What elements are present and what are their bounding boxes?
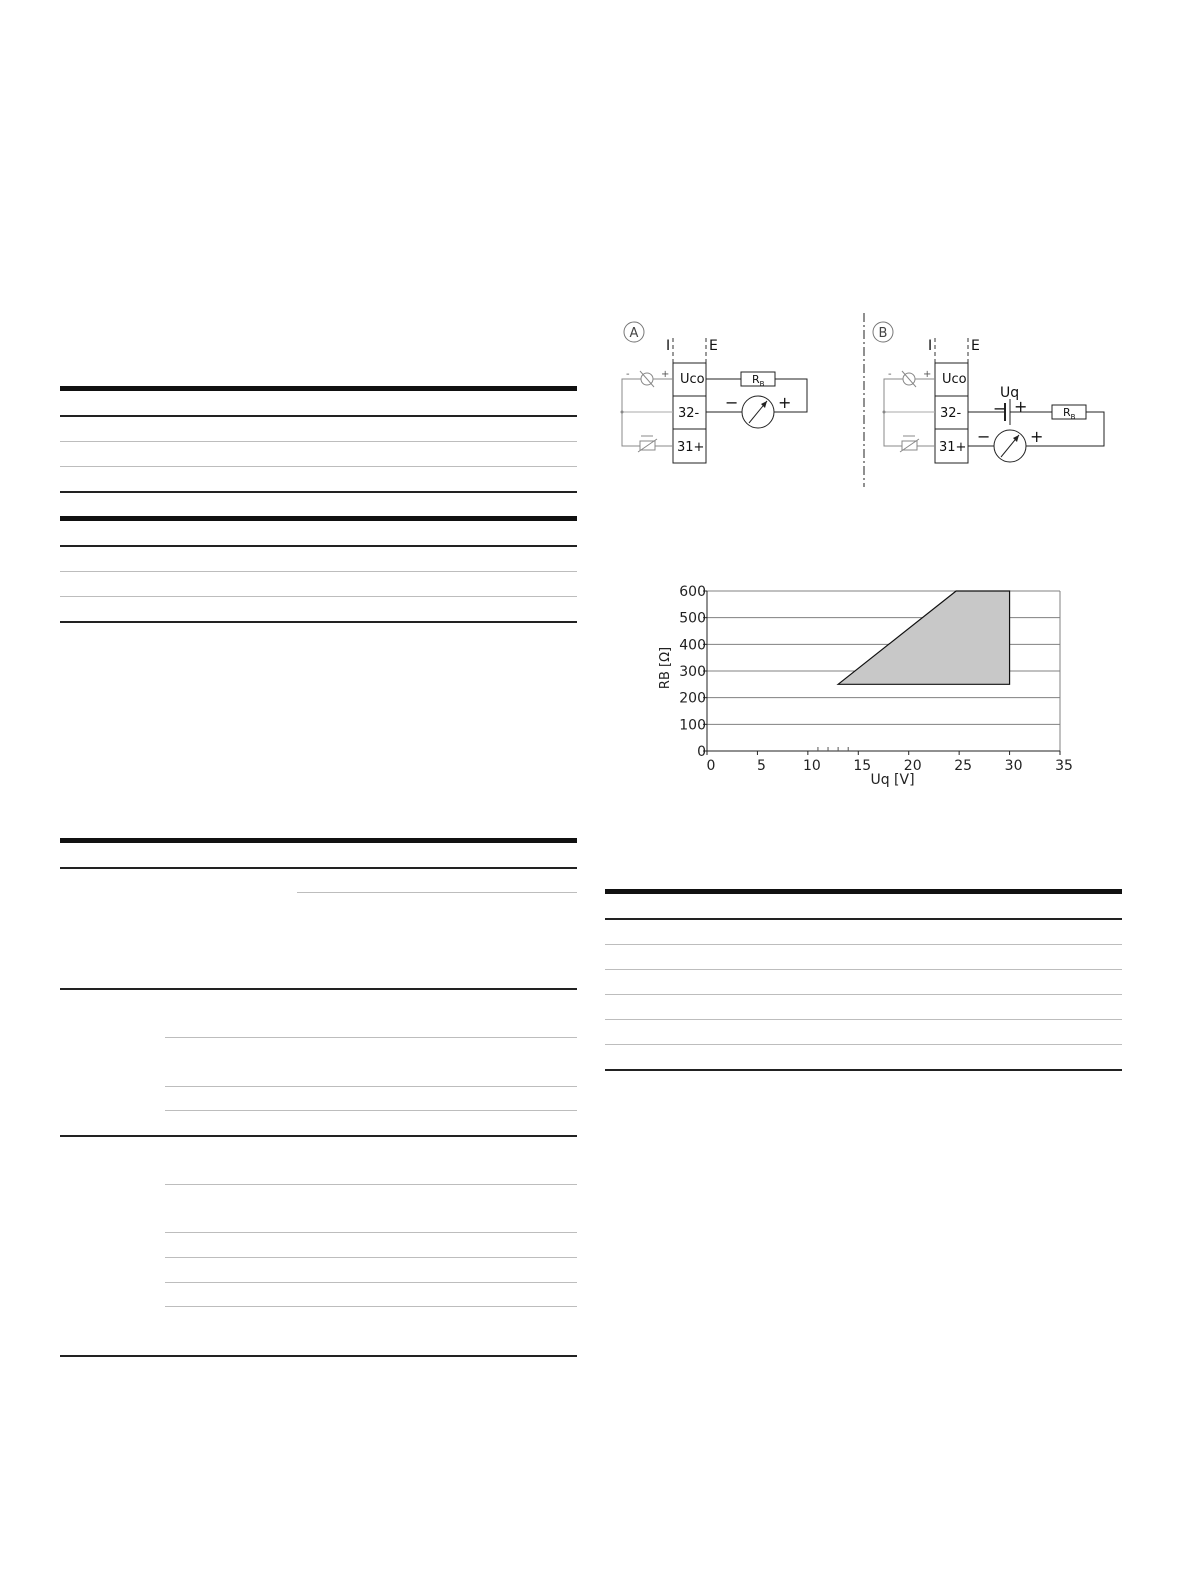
table-1-top-rule <box>60 386 577 391</box>
x-tick-label: 0 <box>706 758 716 774</box>
y-tick-label: 0 <box>697 744 706 760</box>
table-4-row-rule <box>605 944 1122 945</box>
side-label-e: E <box>709 338 718 354</box>
table-4-row-rule <box>605 1019 1122 1020</box>
marker-a: A <box>629 326 639 341</box>
table-4-row-rule <box>605 969 1122 970</box>
table-3-bottom-rule <box>60 1355 577 1357</box>
terminal-32: 32- <box>678 406 700 421</box>
y-tick-label: 300 <box>679 664 706 680</box>
x-tick-label: 20 <box>903 758 922 774</box>
junction-dot <box>621 411 624 414</box>
side-label-i: I <box>928 338 933 354</box>
table-1-header-rule <box>60 415 577 417</box>
diagram-a <box>621 322 808 463</box>
table-1-row-rule <box>60 466 577 467</box>
meter-plus: + <box>778 393 792 412</box>
junction-dot <box>883 411 886 414</box>
meter-minus: − <box>977 427 991 446</box>
table-2-top-rule <box>60 516 577 521</box>
table-3-row-rule <box>297 892 577 893</box>
table-3-row-rule <box>165 1110 577 1111</box>
terminal-uco: Uco <box>942 372 967 387</box>
y-axis-label: RB [Ω] <box>658 646 673 690</box>
table-3-header-rule <box>60 867 577 869</box>
table-4-row-rule <box>605 1044 1122 1045</box>
resistor-label: $R_B$ <box>1063 406 1076 421</box>
table-3-row-rule <box>165 1037 577 1038</box>
side-label-e: E <box>971 338 980 354</box>
x-tick-label: 25 <box>954 758 973 774</box>
y-tick-label: 200 <box>679 690 706 707</box>
table-4-top-rule <box>605 889 1122 894</box>
table-3-group-rule <box>60 988 577 990</box>
terminal-uco: Uco <box>680 372 705 387</box>
supply-label-uq: Uq <box>1000 385 1020 401</box>
side-label-i: I <box>666 338 671 354</box>
table-2-row-rule <box>60 571 577 572</box>
sensor-plus: + <box>923 369 932 380</box>
x-axis-label: Uq [V] <box>870 772 915 788</box>
x-tick-label: 15 <box>853 758 872 774</box>
table-4-bottom-rule <box>605 1069 1122 1071</box>
y-tick-label: 100 <box>679 717 706 734</box>
y-tick-label: 400 <box>679 637 706 654</box>
table-3-row-rule <box>165 1232 577 1233</box>
wiring-diagrams <box>600 305 1120 495</box>
resistor-label: $R_B$ <box>752 373 765 388</box>
sensor-plus: + <box>661 369 670 380</box>
table-2-bottom-rule <box>60 621 577 623</box>
table-3-group-rule <box>60 1135 577 1137</box>
supply-minus: − <box>993 399 1007 418</box>
table-4-header-rule <box>605 918 1122 920</box>
terminal-32: 32- <box>940 406 962 421</box>
marker-b: B <box>878 326 888 341</box>
y-tick-label: 500 <box>679 610 706 627</box>
y-tick-label: 600 <box>679 584 706 600</box>
table-3-row-rule <box>165 1306 577 1307</box>
terminal-31: 31+ <box>677 440 705 455</box>
table-3-top-rule <box>60 838 577 843</box>
table-3-row-rule <box>165 1257 577 1258</box>
table-3-row-rule <box>165 1086 577 1087</box>
supply-plus: + <box>1014 397 1028 416</box>
table-4-row-rule <box>605 994 1122 995</box>
load-chart <box>650 578 1080 793</box>
terminal-31: 31+ <box>939 440 967 455</box>
table-1-row-rule <box>60 441 577 442</box>
x-tick-label: 30 <box>1004 758 1023 774</box>
table-1-bottom-rule <box>60 491 577 493</box>
table-2-row-rule <box>60 596 577 597</box>
sensor-minus: - <box>888 369 892 380</box>
sensor-minus: - <box>626 369 630 380</box>
table-3-row-rule <box>165 1282 577 1283</box>
diagram-b <box>873 322 1104 463</box>
meter-minus: − <box>725 393 739 412</box>
x-tick-label: 10 <box>802 758 821 774</box>
x-tick-label: 5 <box>756 758 766 774</box>
operating-region <box>838 591 1009 684</box>
meter-plus: + <box>1030 427 1044 446</box>
x-tick-label: 35 <box>1055 758 1073 774</box>
table-2-header-rule <box>60 545 577 547</box>
y-axis-ticks <box>679 584 707 760</box>
table-3-row-rule <box>165 1184 577 1185</box>
